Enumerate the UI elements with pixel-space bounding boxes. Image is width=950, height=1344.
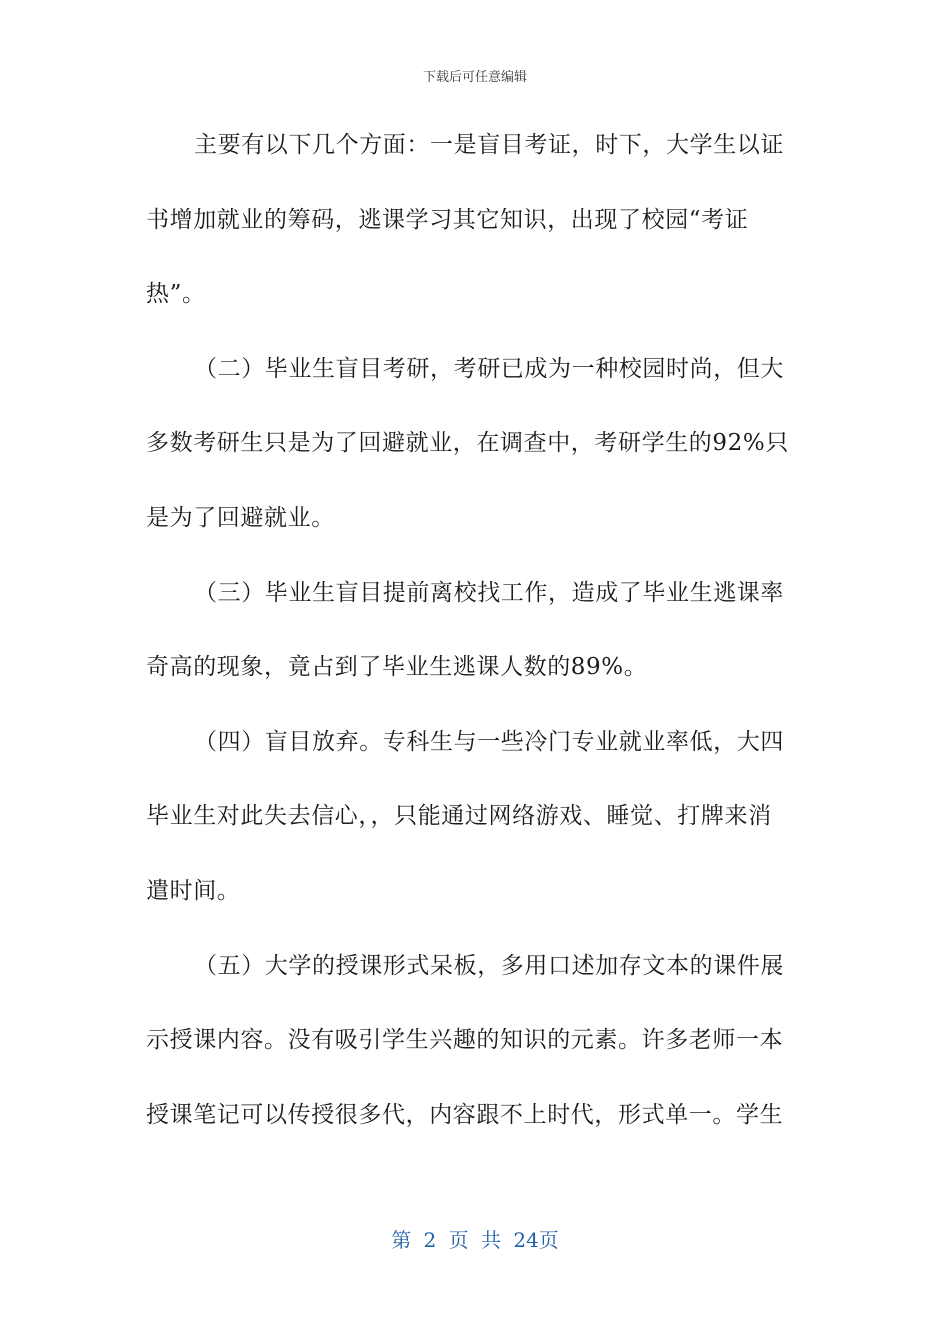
page-number-footer: 第 2 页 共 24页 bbox=[391, 1228, 559, 1252]
paragraph-line: 书增加就业的筹码，逃课学习其它知识，出现了校园“考证 bbox=[146, 206, 749, 233]
paragraph-line: 遣时间。 bbox=[146, 877, 241, 904]
paragraph-line: 多数考研生只是为了回避就业，在调查中，考研学生的92%只 bbox=[146, 430, 789, 457]
paragraph-line: （四）盲目放弃。专科生与一些冷门专业就业率低，大四 bbox=[194, 728, 784, 755]
paragraph-line: 奇高的现象，竟占到了毕业生逃课人数的89%。 bbox=[146, 654, 648, 681]
paragraph-line: 授课笔记可以传授很多代，内容跟不上时代，形式单一。学生 bbox=[146, 1101, 784, 1128]
paragraph-line: 是为了回避就业。 bbox=[146, 504, 335, 531]
paragraph-line: （三）毕业生盲目提前离校找工作，造成了毕业生逃课率 bbox=[194, 579, 784, 606]
paragraph-line: （二）毕业生盲目考研，考研已成为一种校园时尚，但大 bbox=[194, 355, 784, 382]
paragraph-line: （五）大学的授课形式呆板，多用口述加存文本的课件展 bbox=[194, 952, 784, 979]
document-body bbox=[146, 123, 792, 1167]
paragraph-line: 毕业生对此失去信心，，只能通过网络游戏、睡觉、打牌来消 bbox=[146, 803, 772, 830]
page-header: 下载后可任意编辑 bbox=[422, 70, 527, 85]
paragraph-line: 示授课内容。没有吸引学生兴趣的知识的元素。许多老师一本 bbox=[146, 1027, 784, 1054]
paragraph-line: 主要有以下几个方面：一是盲目考证，时下，大学生以证 bbox=[194, 132, 784, 158]
paragraph-line: 热”。 bbox=[146, 281, 206, 308]
